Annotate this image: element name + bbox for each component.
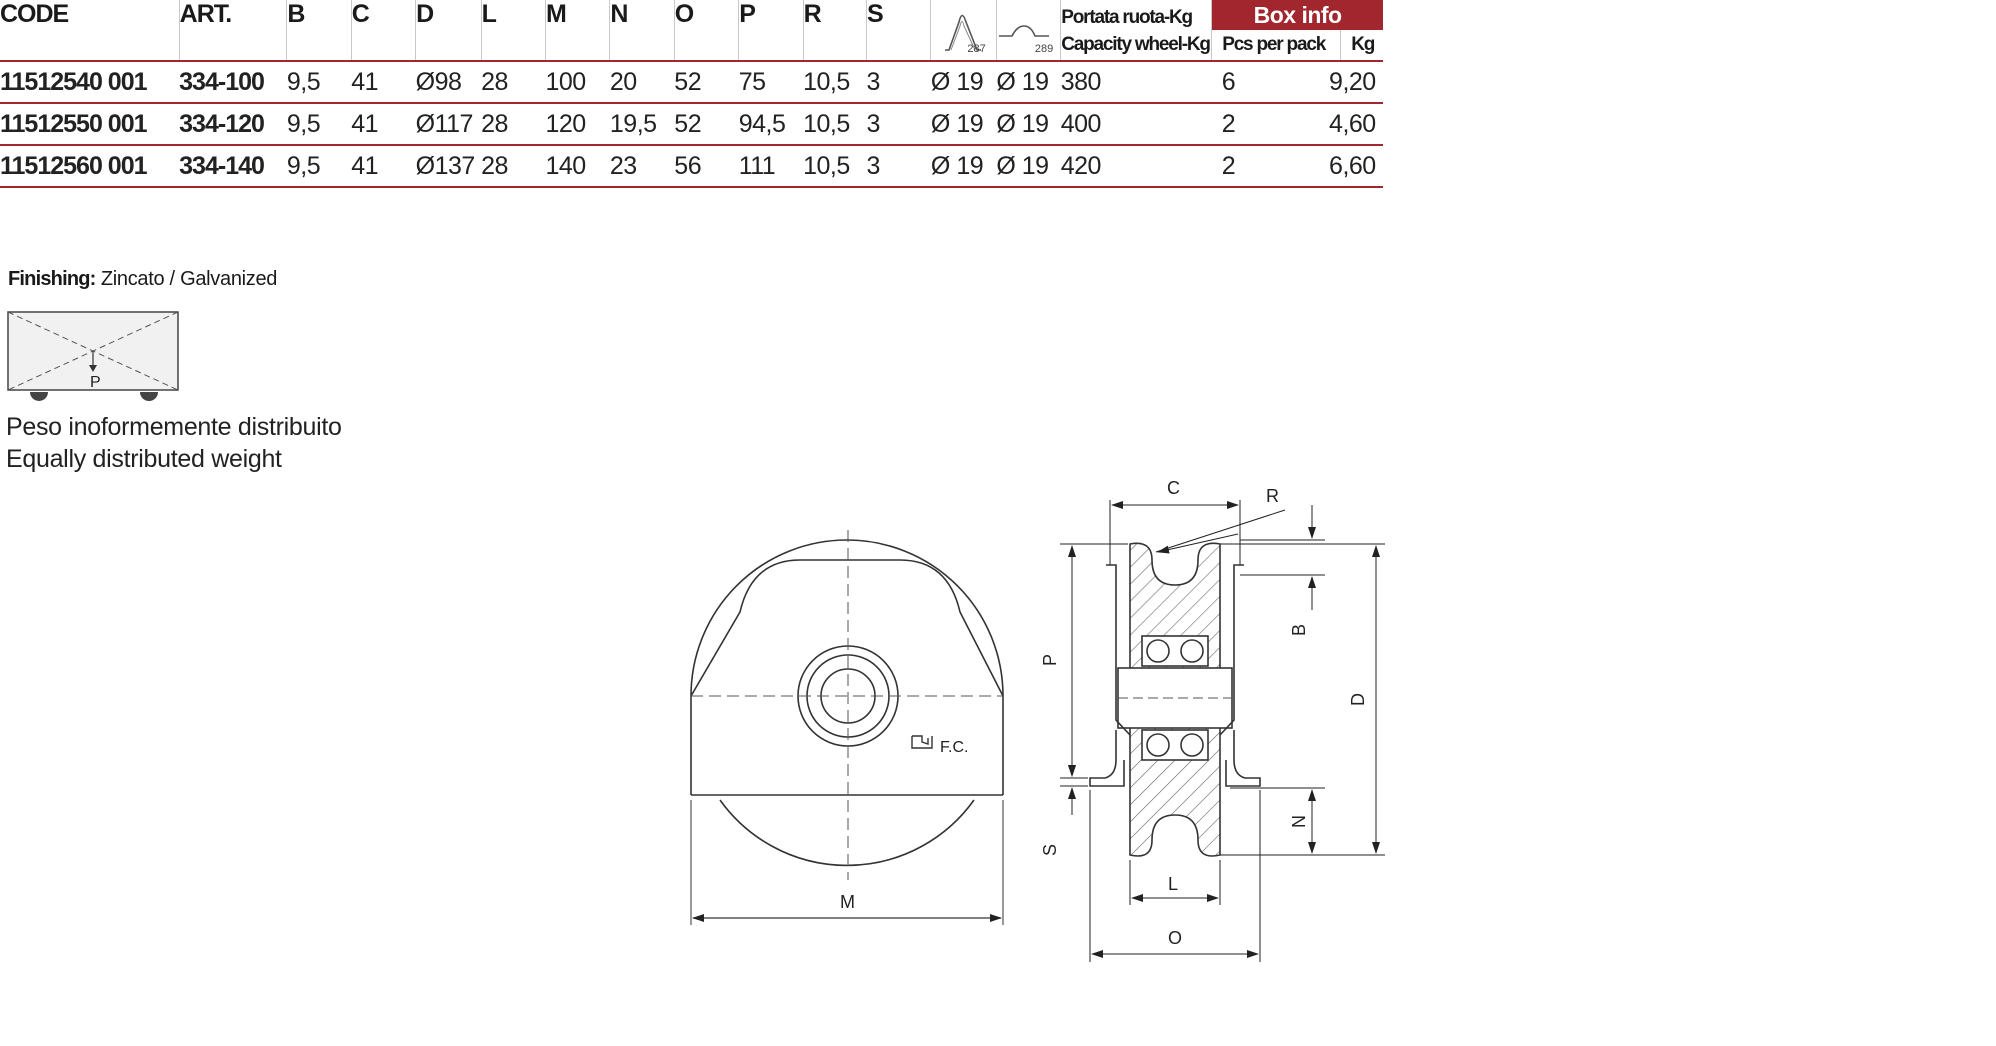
capacity-header-en: Capacity wheel-Kg [1061, 34, 1210, 55]
section-dimensions [1060, 500, 1385, 962]
header-s: S [867, 0, 931, 61]
load-text-it: Peso inoformemente distribuito [6, 413, 342, 441]
cell-d: Ø137 [416, 145, 481, 187]
cell-m: 120 [545, 103, 609, 145]
spec-table [0, 0, 1383, 188]
table-row [0, 145, 1383, 187]
dim-b-label: B [1289, 623, 1309, 636]
fc-mark: F.C. [940, 739, 969, 756]
capacity-header-it: Portata ruota-Kg [1061, 7, 1192, 28]
cell-pcs: 6 [1221, 67, 1236, 96]
box-info-pcs-label: Pcs per pack [1212, 30, 1341, 60]
cell-pcs: 2 [1221, 151, 1236, 180]
cell-code: 11512540 001 [0, 61, 179, 103]
wheel-front-view [691, 530, 1003, 925]
cell-b: 9,5 [287, 61, 351, 103]
header-capacity [1061, 0, 1212, 61]
dim-n-label: N [1289, 815, 1309, 828]
dim-m-label: M [840, 892, 855, 912]
cell-n: 19,5 [610, 103, 674, 145]
cell-l: 28 [481, 61, 545, 103]
cell-track-289: Ø 19 [996, 145, 1060, 187]
header-c: C [351, 0, 415, 61]
cell-s: 3 [867, 145, 931, 187]
cell-c: 41 [351, 103, 415, 145]
cell-capacity: 420 [1061, 145, 1212, 187]
header-o: O [674, 0, 738, 61]
cell-o: 56 [674, 145, 738, 187]
load-symbol: P [90, 374, 101, 391]
cell-b: 9,5 [287, 145, 351, 187]
table-row [0, 103, 1383, 145]
cell-m: 140 [545, 145, 609, 187]
cell-l: 28 [481, 103, 545, 145]
finishing-value: Zincato / Galvanized [100, 268, 278, 290]
cell-track-287: Ø 19 [931, 145, 996, 187]
wheel-technical-drawing [680, 470, 1400, 970]
table-row [0, 61, 1383, 103]
cell-c: 41 [351, 145, 415, 187]
header-d: D [416, 0, 481, 61]
dim-s-label: S [1040, 843, 1060, 856]
track-289-label: 289 [1034, 43, 1054, 55]
header-track-289 [996, 0, 1060, 61]
header-art: ART. [179, 0, 287, 61]
cell-r: 10,5 [803, 61, 866, 103]
load-description [6, 411, 342, 475]
cell-l: 28 [481, 145, 545, 187]
cell-n: 20 [610, 61, 674, 103]
header-track-287 [931, 0, 996, 61]
cell-track-289: Ø 19 [996, 103, 1060, 145]
cell-capacity: 400 [1061, 103, 1212, 145]
box-info-title: Box info [1212, 0, 1383, 30]
dim-r-label: R [1266, 486, 1279, 506]
header-box-info [1212, 0, 1383, 61]
cell-track-289: Ø 19 [996, 61, 1060, 103]
cell-track-287: Ø 19 [931, 61, 996, 103]
cell-b: 9,5 [287, 103, 351, 145]
cell-m: 100 [545, 61, 609, 103]
cell-s: 3 [867, 61, 931, 103]
load-text-en: Equally distributed weight [6, 445, 282, 473]
cell-d: Ø98 [416, 61, 481, 103]
cell-p: 111 [739, 145, 803, 187]
cell-n: 23 [610, 145, 674, 187]
cell-code: 11512550 001 [0, 103, 179, 145]
track-287-label: 287 [967, 43, 986, 55]
track-profile-287-icon [931, 0, 996, 58]
cell-kg: 4,60 [1329, 109, 1376, 138]
dim-o-label: O [1168, 928, 1183, 948]
cell-pcs: 2 [1221, 109, 1236, 138]
header-p: P [739, 0, 803, 61]
cell-capacity: 380 [1061, 61, 1212, 103]
cell-r: 10,5 [803, 145, 866, 187]
cell-kg: 9,20 [1329, 67, 1376, 96]
header-m: M [545, 0, 609, 61]
box-info-kg-label: Kg [1351, 34, 1375, 55]
header-l: L [481, 0, 545, 61]
cell-pcs-kg [1212, 61, 1383, 103]
header-b: B [287, 0, 351, 61]
cell-art: 334-100 [179, 61, 287, 103]
cell-p: 75 [739, 61, 803, 103]
distributed-load-icon [6, 310, 182, 402]
header-code: CODE [0, 0, 179, 61]
cell-o: 52 [674, 61, 738, 103]
cell-p: 94,5 [739, 103, 803, 145]
cell-pcs-kg [1212, 103, 1383, 145]
cell-kg: 6,60 [1329, 151, 1376, 180]
dim-d-label: D [1348, 693, 1368, 706]
cell-art: 334-140 [179, 145, 287, 187]
wheel-section-view [1090, 543, 1260, 856]
dim-p-label: P [1040, 653, 1060, 666]
cell-art: 334-120 [179, 103, 287, 145]
cell-o: 52 [674, 103, 738, 145]
header-r: R [803, 0, 866, 61]
dim-l-label: L [1168, 874, 1179, 894]
cell-code: 11512560 001 [0, 145, 179, 187]
cell-d: Ø117 [416, 103, 481, 145]
finishing-note [8, 268, 277, 291]
cell-r: 10,5 [803, 103, 866, 145]
header-n: N [610, 0, 674, 61]
cell-c: 41 [351, 61, 415, 103]
dim-c-label: C [1167, 478, 1180, 498]
cell-s: 3 [867, 103, 931, 145]
table-header-row [0, 0, 1383, 61]
cell-pcs-kg [1212, 145, 1383, 187]
finishing-label: Finishing: [8, 268, 96, 290]
cell-track-287: Ø 19 [931, 103, 996, 145]
